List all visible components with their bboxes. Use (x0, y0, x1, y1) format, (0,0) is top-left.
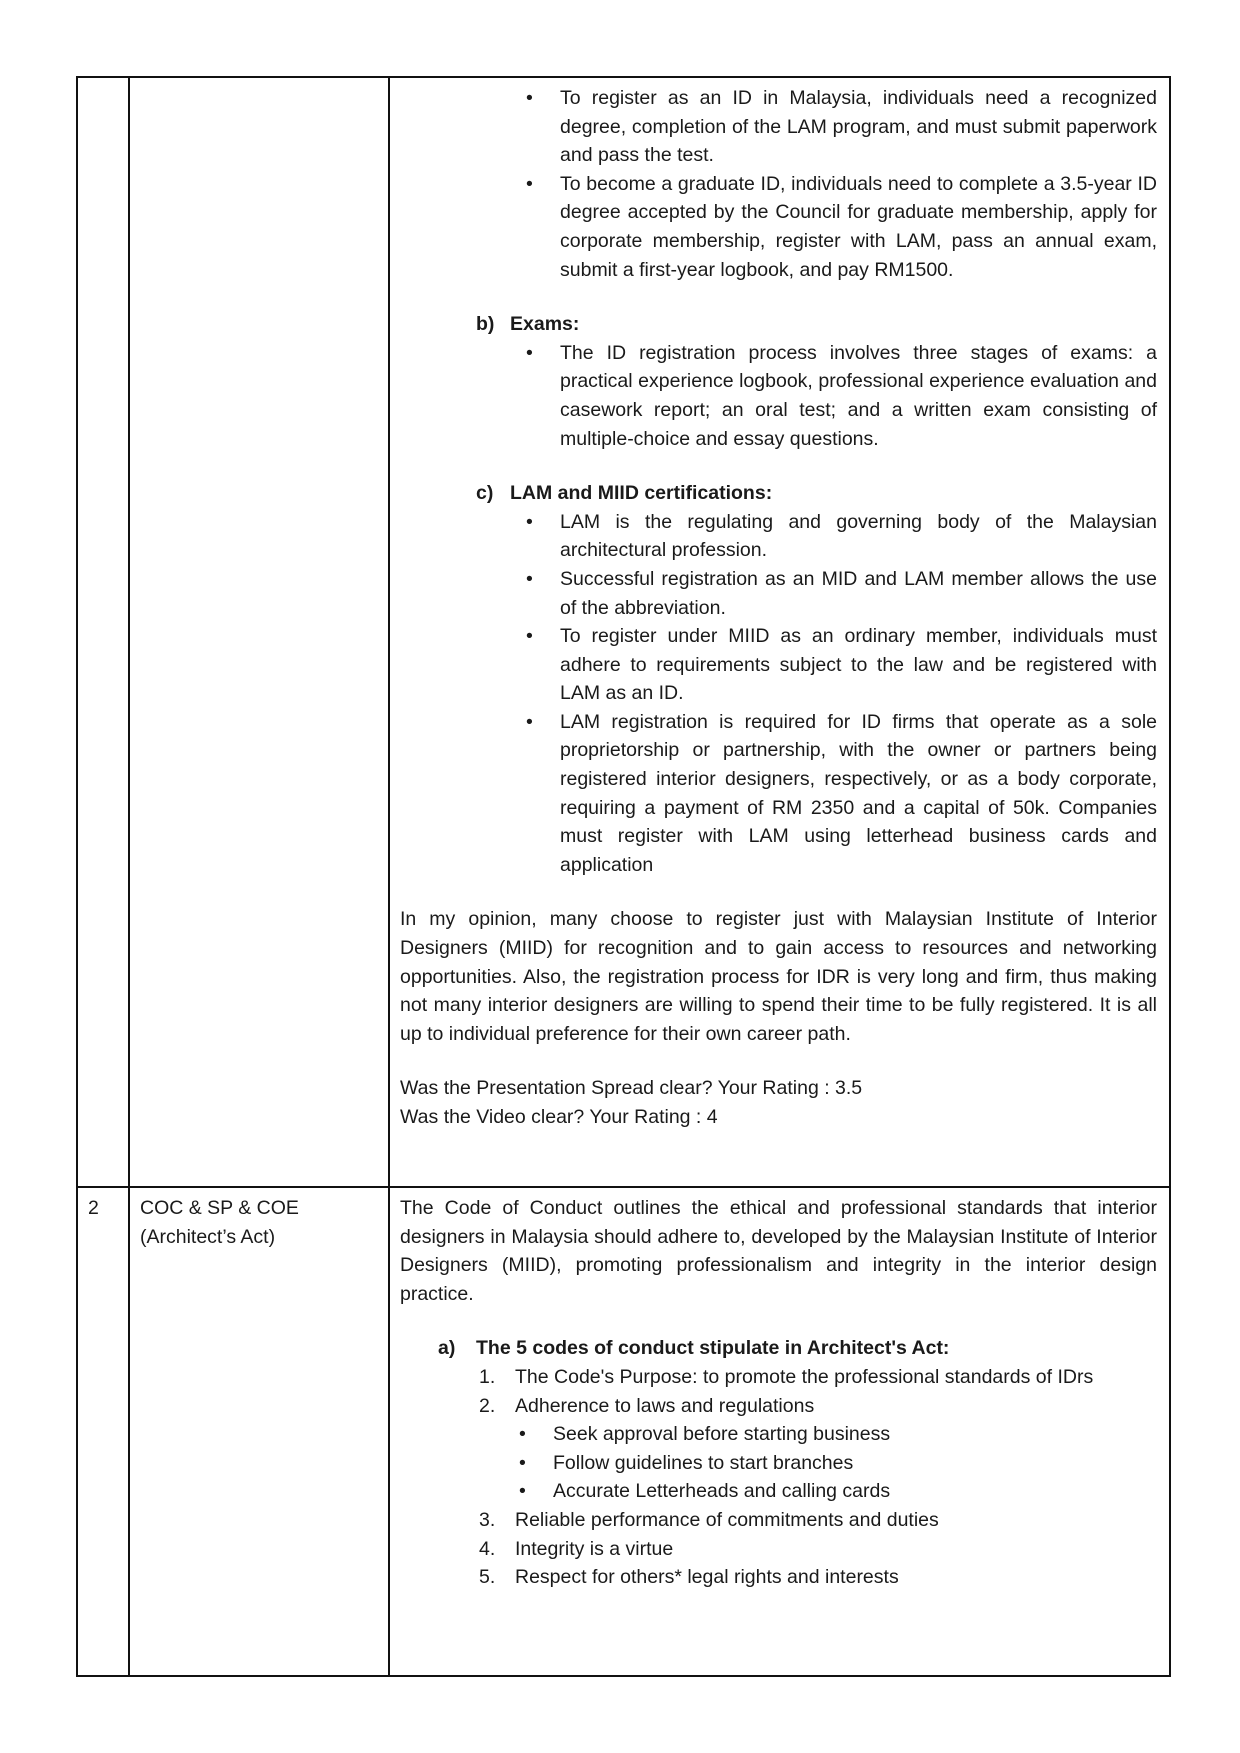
certification-bullets (400, 508, 1157, 880)
section-heading-certifications: c) LAM and MIID certifications: (476, 482, 773, 505)
list-item: 4. Integrity is a virtue (479, 1537, 674, 1560)
bullet-icon: • (526, 567, 533, 590)
bullet-icon: • (519, 1480, 526, 1503)
exams-bullets (400, 339, 1157, 453)
list-item: • Follow guidelines to start branches (553, 1449, 1157, 1478)
row-number-cell (77, 77, 129, 1187)
list-item: 3. Reliable performance of commitments and duties (479, 1508, 939, 1531)
document-table (76, 76, 1171, 1677)
list-item: 2. Adherence to laws and regulations • Seek approval before starting business • Follow guidelines to start branches • Accurate Letterheads and calling cards (515, 1392, 1157, 1506)
list-item: 1. The Code's Purpose: to promote the professional standards of IDrs (479, 1365, 1094, 1388)
table-row (77, 1187, 1170, 1676)
registration-bullets (400, 84, 1157, 284)
list-item: • To become a graduate ID, individuals need to complete a 3.5-year ID degree accepted by the Council for graduate membership, apply for corporate membership, register with LAM, pass an annual exam, submit a first-year logbook, and pay RM1500. (560, 170, 1157, 284)
presentation-rating: Was the Presentation Spread clear? Your Rating : 3.5 (400, 1077, 863, 1100)
bullet-icon: • (519, 1451, 526, 1474)
sub-bullets (515, 1420, 1157, 1506)
section-heading-exams: b) Exams: (476, 313, 580, 336)
rating-block (400, 1074, 1157, 1131)
list-item: • The ID registration process involves three stages of exams: a practical experience logbook, professional experience evaluation and casework report; an oral test; and a written exam consisting of multiple-choice and essay questions. (560, 339, 1157, 453)
bullet-icon: • (526, 710, 533, 733)
row-number-cell: 2 (77, 1187, 129, 1676)
bullet-icon: • (526, 87, 533, 109)
topic-cell (129, 77, 389, 1187)
section-heading-codes: a) The 5 codes of conduct stipulate in Architect's Act: (438, 1337, 950, 1360)
list-item: • To register as an ID in Malaysia, individuals need a recognized degree, completion of the LAM program, and must submit paperwork and pass the test. (560, 84, 1157, 170)
list-item: • To register under MIID as an ordinary member, individuals must adhere to requirements subject to the law and be registered with LAM as an ID. (560, 622, 1157, 708)
content-cell (389, 1187, 1170, 1676)
intro-paragraph: The Code of Conduct outlines the ethical and professional standards that interior designers in Malaysia should adhere to, developed by the Malaysian Institute of Interior Designers (MIID), promoting professionalism and integrity in the interior design practice. (400, 1197, 1157, 1305)
bullet-icon: • (526, 341, 533, 364)
list-item: • LAM is the regulating and governing body of the Malaysian architectural profession. (560, 508, 1157, 565)
list-item: • LAM registration is required for ID firms that operate as a sole proprietorship or partnership, with the owner or partners being registered interior designers, respectively, or as a body corporate, requiring a payment of RM 2350 and a capital of 50k. Companies must register with LAM using letterhead business cards and application (560, 708, 1157, 880)
codes-list (400, 1363, 1157, 1592)
bullet-icon: • (526, 510, 533, 533)
list-item: • Successful registration as an MID and LAM member allows the use of the abbreviation. (560, 565, 1157, 622)
topic-cell: COC & SP & COE (Architect’s Act) (129, 1187, 389, 1676)
bullet-icon: • (526, 172, 533, 195)
bullet-icon: • (526, 625, 533, 648)
video-rating: Was the Video clear? Your Rating : 4 (400, 1106, 718, 1128)
bullet-icon: • (519, 1423, 526, 1446)
list-item: 5. Respect for others* legal rights and interests (479, 1566, 899, 1589)
list-item: • Accurate Letterheads and calling cards (553, 1477, 1157, 1506)
opinion-paragraph: In my opinion, many choose to register just with Malaysian Institute of Interior Designers (MIID) for recognition and to gain access to resources and networking opportunities. Also, the registration process for IDR is very long and firm, thus making not many interior designers are willing to spend their time to be fully registered. It is all up to individual preference for their own career path. (400, 908, 1157, 1045)
list-item: • Seek approval before starting business (553, 1420, 1157, 1449)
content-cell (389, 77, 1170, 1187)
table-row (77, 77, 1170, 1187)
